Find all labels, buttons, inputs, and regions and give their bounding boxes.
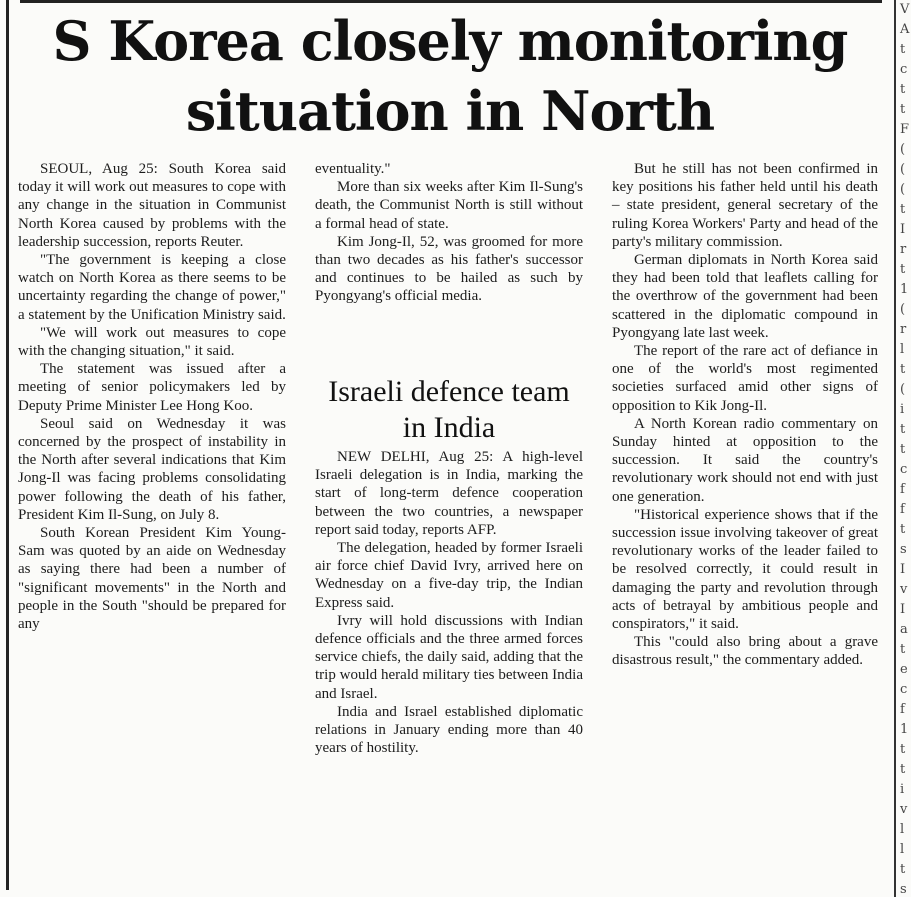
clipped-letter: 1 xyxy=(900,282,909,297)
paragraph: A North Korean radio commentary on Sunday hinted at opposition to the succession. It said the country's revolutionary work should not end with just one generation. xyxy=(612,415,878,505)
clipped-letter: t xyxy=(900,42,906,57)
clipped-letter: ( xyxy=(900,182,906,197)
clipped-letter: t xyxy=(900,442,906,457)
paragraph: The statement was issued after a meeting of senior policymakers led by Deputy Prime Minister Lee Hong Koo. xyxy=(18,361,286,414)
paragraph: The report of the rare act of defiance in one of the world's most regimented societies surfaced amid other signs of opposition to Kik Jong-Il. xyxy=(612,343,878,414)
clipped-letter: I xyxy=(900,562,906,577)
paragraph: Seoul said on Wednesday it was concerned by the prospect of instability in the North after several indications that Kim Jong-Il was facing problems consolidating power following the death of his father, President Kim Il-Sung, on July 8. xyxy=(18,415,286,523)
paragraph: NEW DELHI, Aug 25: A high-level Israeli delegation is in India, marking the start of long-term defence cooperation between the two countries, a newspaper report said today, reports AFP. xyxy=(315,449,583,538)
paragraph: This "could also bring about a grave disastrous result," the commentary added. xyxy=(612,634,878,669)
clipped-letter: t xyxy=(900,522,906,537)
left-border xyxy=(6,0,9,890)
clipped-letter: s xyxy=(900,882,907,897)
clipped-letter: r xyxy=(900,242,907,257)
clipped-letter: ( xyxy=(900,302,906,317)
clipped-letter: s xyxy=(900,542,907,557)
headline: S Korea closely monitoring situation in North xyxy=(52,9,848,143)
clipped-letter: t xyxy=(900,742,906,757)
clipped-letter: I xyxy=(900,222,906,237)
clipped-letter: 1 xyxy=(900,722,909,737)
paragraph: German diplomats in North Korea said they had been told that leaflets calling for the overthrow of the government had been scattered in the diplomatic compound in Pyongyang late last week. xyxy=(612,252,878,341)
paragraph: "Historical experience shows that if the succession issue involving takeover of great revolutionary works of the leader failed to be resolved correctly, it could result in damaging the party and revolution through acts of betrayal by ambitious people and conspirators," it said. xyxy=(612,506,878,633)
clipped-letter: t xyxy=(900,202,906,217)
clipped-letter: l xyxy=(900,822,905,837)
paragraph: SEOUL, Aug 25: South Korea said today it will work out measures to cope with any change in the situation in Communist North Korea caused by problems with the leadership succession, reports Reuter. xyxy=(18,161,286,250)
clipped-letter: r xyxy=(900,322,907,337)
clipped-letter: f xyxy=(900,702,905,717)
clipped-letter: t xyxy=(900,102,906,117)
paragraph: More than six weeks after Kim Il-Sung's death, the Communist North is still without a formal head of state. xyxy=(315,179,583,232)
clipped-letter: c xyxy=(900,682,908,697)
subheadline: Israeli defence team in India xyxy=(328,375,570,444)
adjacent-column-edge xyxy=(894,0,911,897)
clipped-letter: t xyxy=(900,762,906,777)
top-rule xyxy=(20,0,882,3)
column-1 xyxy=(18,160,286,633)
clipped-letter: v xyxy=(900,582,908,597)
paragraph: "The government is keeping a close watch on North Korea as there seems to be uncertainty regarding the change of power," a statement by the Unification Ministry said. xyxy=(18,252,286,323)
paragraph: But he still has not been confirmed in key positions his father held until his death – state president, general secretary of the ruling Korea Workers' Party and head of the party's military commission. xyxy=(612,161,878,250)
clipped-letter: a xyxy=(900,622,908,637)
paragraph: The delegation, headed by former Israeli air force chief David Ivry, arrived here on Wednesday on a five-day trip, the Indian Express said. xyxy=(315,540,583,611)
clipped-letter: l xyxy=(900,842,905,857)
clipped-letter: i xyxy=(900,402,905,417)
paragraph: eventuality." xyxy=(315,161,391,177)
column-2 xyxy=(315,160,583,757)
paragraph: South Korean President Kim Young-Sam was quoted by an aide on Wednesday as saying there had been a number of "significant movements" in the North and people in the South "should be prepared for any xyxy=(18,525,286,633)
paragraph: Kim Jong-Il, 52, was groomed for more than two decades as his father's successor and continues to be hailed as such by Pyongyang's official media. xyxy=(315,233,583,305)
clipped-letter: i xyxy=(900,782,905,797)
clipped-letter: v xyxy=(900,802,908,817)
clipped-letter: t xyxy=(900,262,906,277)
clipped-letter: ( xyxy=(900,382,906,397)
paragraph: India and Israel established diplomatic relations in January ending more than 40 years of hostility. xyxy=(315,703,583,757)
article-israel xyxy=(315,374,583,757)
clipped-letter: l xyxy=(900,342,905,357)
clipped-letter: t xyxy=(900,82,906,97)
clipped-letter: V xyxy=(900,2,910,17)
clipped-letter: f xyxy=(900,502,905,517)
clipped-letter: t xyxy=(900,422,906,437)
clipped-letter: t xyxy=(900,642,906,657)
clipped-letter: I xyxy=(900,602,906,617)
clipped-letter: c xyxy=(900,62,908,77)
clipped-letter: ( xyxy=(900,162,906,177)
paragraph: "We will work out measures to cope with the changing situation," it said. xyxy=(18,324,286,360)
clipped-letter: A xyxy=(900,22,910,37)
clipped-letter: f xyxy=(900,482,905,497)
column-3 xyxy=(612,160,878,670)
clipped-letter: c xyxy=(900,462,908,477)
paragraph: Ivry will hold discussions with Indian defence officials and the three armed forces service chiefs, the daily said, adding that the trip would herald military ties between India and Israel. xyxy=(315,612,583,702)
clipped-letter: ( xyxy=(900,142,906,157)
clipped-letter: F xyxy=(900,122,910,137)
clipped-letter: t xyxy=(900,862,906,877)
clipped-letter: t xyxy=(900,362,906,377)
clipped-letter: e xyxy=(900,662,908,677)
